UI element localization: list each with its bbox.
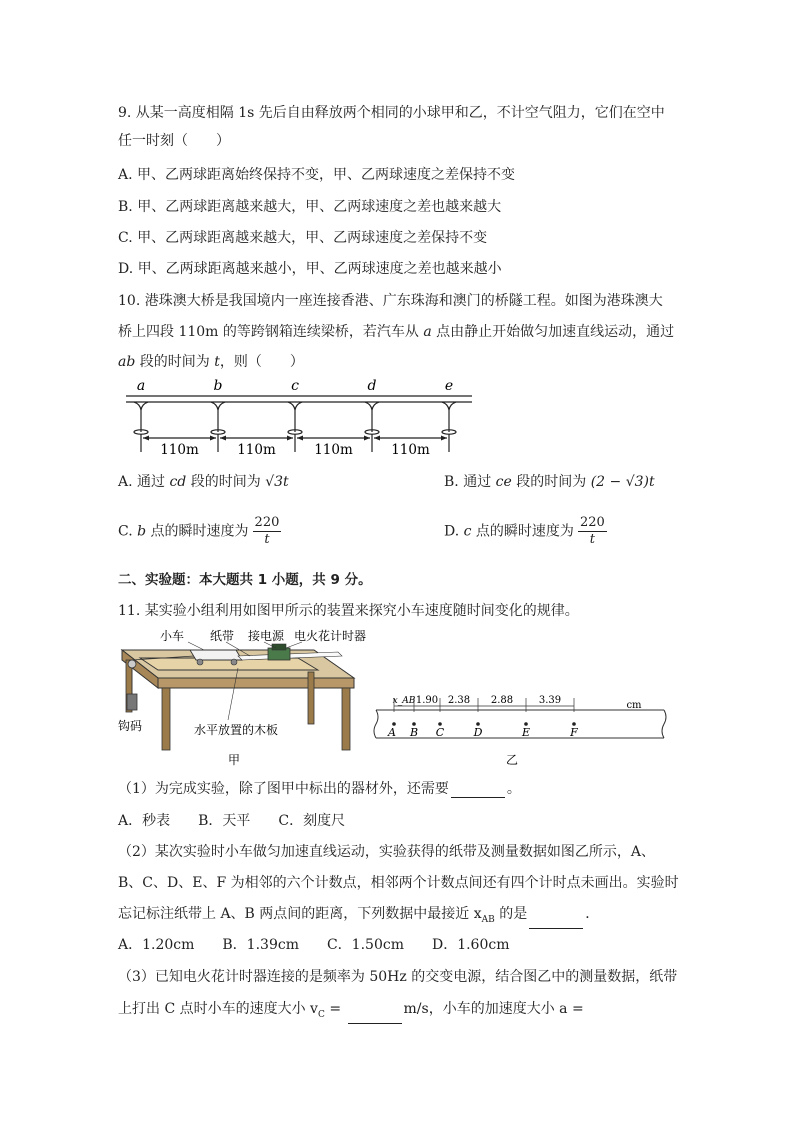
tape-unit: cm (626, 700, 642, 711)
segment-ef: 3.39 (538, 695, 562, 706)
bridge-point-b: b (213, 378, 223, 394)
q11-part3-line1: （3）已知电火花计时器连接的是频率为 50Hz 的交变电源，结合图乙中的测量数据，纸带 (118, 969, 678, 985)
figure-apparatus (118, 628, 368, 768)
bridge-point-d: d (367, 378, 377, 394)
bridge-span-4: 110m (391, 442, 430, 458)
answer-blank-1[interactable] (451, 783, 505, 798)
tape-point-b: B (409, 726, 419, 739)
label-timer: 电火花计时器 (294, 629, 367, 643)
tape-point-a: A (388, 726, 396, 739)
section-heading: 二、实验题：本大题共 1 小题，共 9 分。 (118, 572, 372, 588)
q11-stem: 11. 某实验小组利用如图甲所示的装置来探究小车速度随时间变化的规律。 (118, 603, 579, 619)
q9-stem-line1: 9. 从某一高度相隔 1s 先后自由释放两个相同的小球甲和乙，不计空气阻力，它们在空中 (118, 105, 665, 121)
caption-jia: 甲 (228, 753, 241, 767)
q10-stem-line1: 10. 港珠澳大桥是我国境内一座连接香港、广东珠海和澳门的桥隧工程。如图为港珠澳大 (118, 293, 663, 309)
q11-part1-options: A．秒表 B．天平 C．刻度尺 (118, 813, 346, 829)
answer-blank-2[interactable] (529, 914, 583, 929)
q11-part3-line2: 上打出 C 点时小车的速度大小 $v_C = m/s$，小车的加速度大小 a = (118, 1000, 584, 1024)
q11-part2-line3: 忘记标注纸带上 A、B 两点间的距离，下列数据中最接近 $x_{AB}$ 的是 ． (118, 905, 599, 929)
q11-part2-line1: （2）某次实验时小车做匀加速直线运动，实验获得的纸带及测量数据如图乙所示，A、 (118, 844, 656, 860)
bridge-span-3: 110m (314, 442, 353, 458)
q9-option-a: A. 甲、乙两球距离始终保持不变，甲、乙两球速度之差保持不变 (118, 167, 516, 183)
label-tape: 纸带 (210, 629, 235, 643)
label-board: 水平放置的木板 (194, 723, 279, 737)
bridge-point-c: c (291, 378, 299, 394)
fraction-c: $\frac{220}{t}$ (254, 515, 280, 547)
q10-option-a: A. 通过 cd 段的时间为 √3t (118, 474, 289, 490)
q11-part2-options: A．1.20cm B．1.39cm C．1.50cm D．1.60cm (118, 937, 510, 953)
segment-de: 2.88 (490, 695, 514, 706)
label-power: 接电源 (248, 629, 285, 643)
q10-option-b: B. 通过 ce 段的时间为 (2 − √3)t (444, 474, 655, 490)
q9-option-d: D. 甲、乙两球距离越来越小，甲、乙两球速度之差也越来越小 (118, 261, 502, 277)
q9-option-b: B. 甲、乙两球距离越来越大，甲、乙两球速度之差也越来越大 (118, 199, 502, 215)
q10-stem-line2: 桥上四段 110m 的等跨钢箱连续梁桥，若汽车从 a 点由静止开始做匀加速直线运动，通过 (118, 324, 675, 340)
tape-point-e: E (521, 726, 531, 739)
figure-tape (372, 692, 674, 768)
bridge-point-a: a (136, 378, 146, 394)
q10-stem-line3: ab 段的时间为 t，则（ ） (118, 354, 304, 370)
q9-stem-line2: 任一时刻（ ） (118, 133, 230, 149)
tape-point-c: C (435, 726, 445, 739)
bridge-span-2: 110m (237, 442, 276, 458)
segment-cd: 2.38 (447, 695, 471, 706)
label-weight: 钩码 (118, 719, 143, 733)
tape-point-d: D (473, 726, 483, 739)
bridge-point-e: e (444, 378, 454, 394)
label-car: 小车 (160, 629, 185, 643)
bridge-figure (120, 376, 480, 460)
q10-option-c: C. b 点的瞬时速度为 $\frac{220}{t}$ (118, 515, 280, 547)
fraction-d: $\frac{220}{t}$ (579, 515, 605, 547)
q11-part2-line2: B、C、D、E、F 为相邻的六个计数点，相邻两个计数点间还有四个计时点未画出。实验时 (118, 875, 679, 891)
caption-yi: 乙 (505, 753, 519, 767)
bridge-span-1: 110m (160, 442, 199, 458)
q11-part1: （1）为完成实验，除了图甲中标出的器材外，还需要 。 (118, 781, 521, 797)
segment-bc: 1.90 (415, 695, 439, 706)
answer-blank-3[interactable] (348, 1009, 402, 1024)
tape-point-f: F (570, 726, 578, 739)
q10-option-d: D. c 点的瞬时速度为 $\frac{220}{t}$ (444, 515, 605, 547)
segment-xab: x_AB (392, 696, 416, 706)
q9-option-c: C. 甲、乙两球距离越来越大，甲、乙两球速度之差保持不变 (118, 230, 488, 246)
